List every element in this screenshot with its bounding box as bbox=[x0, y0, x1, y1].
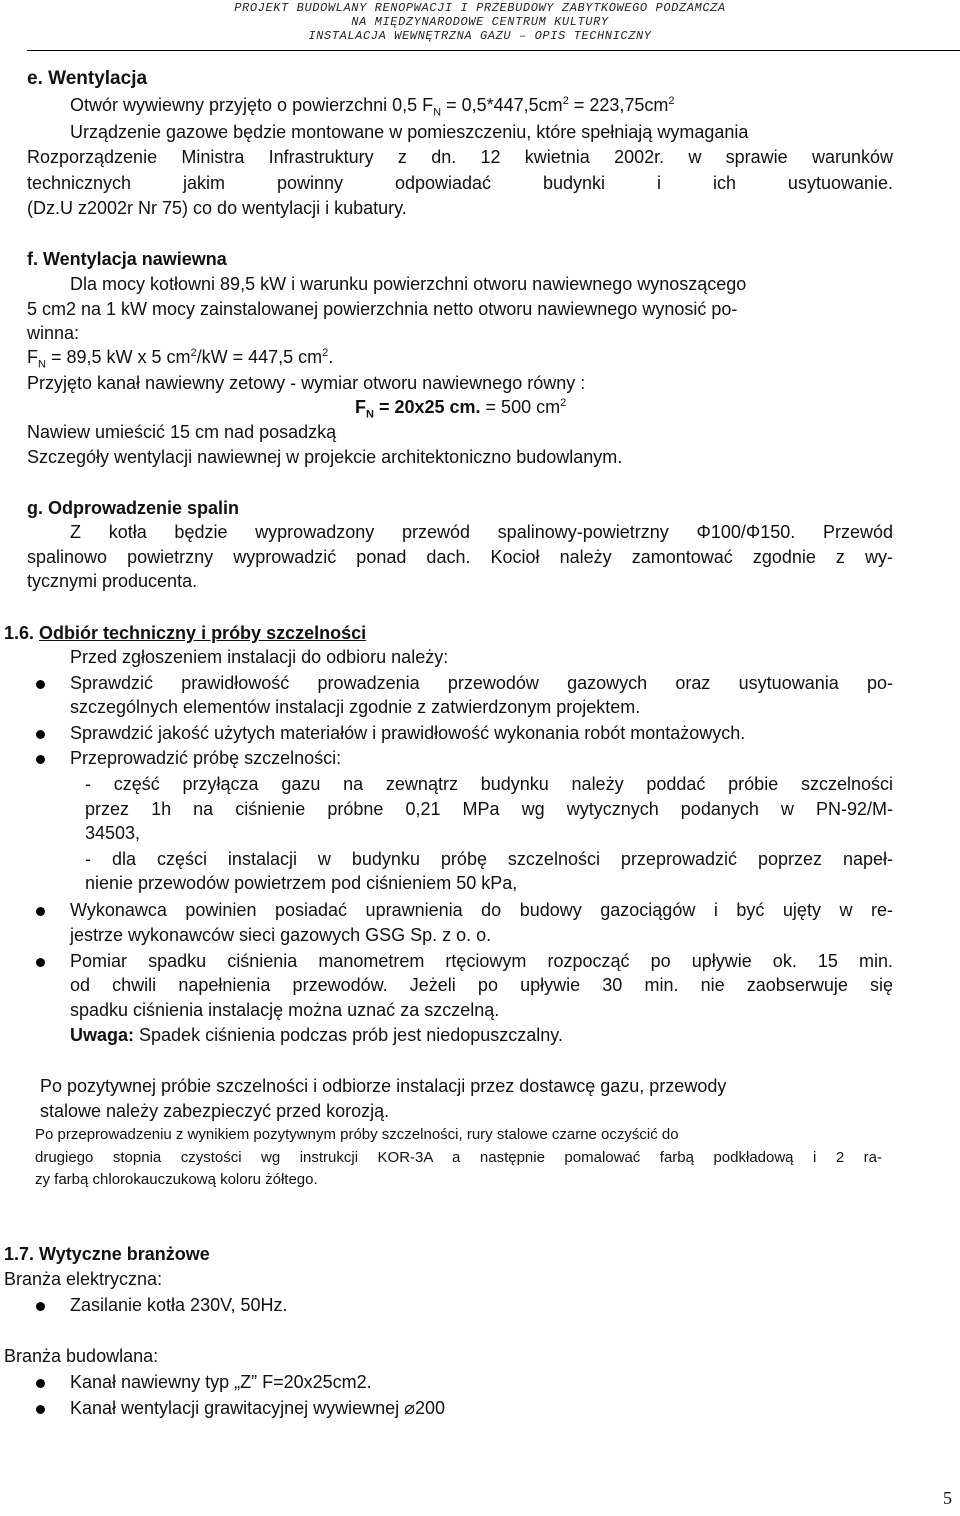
electrical-item-1: Zasilanie kotła 230V, 50Hz. bbox=[70, 1295, 288, 1315]
bullet-icon bbox=[36, 730, 45, 739]
section-f-line-3: winna: bbox=[27, 323, 80, 343]
section-16-heading: 1.6. Odbiór techniczny i próby szczelności bbox=[4, 623, 367, 643]
header-line-3: INSTALACJA WEWNĘTRZNA GAZU – OPIS TECHNICZNY bbox=[308, 29, 652, 43]
painting-line-3: zy farbą chlorokauczukową koloru żółtego. bbox=[35, 1171, 318, 1188]
check-4-line-1: Wykonawca powinien posiadać uprawnienia do budowy gazociągów i być ujęty w re- bbox=[70, 900, 893, 920]
check-1-line-2: szczególnych elementów instalacji zgodnie z zatwierdzonym projektem. bbox=[70, 697, 641, 717]
section-f-line-7: Nawiew umieścić 15 cm nad posadzką bbox=[27, 422, 337, 442]
construction-item-1: Kanał nawiewny typ „Z” F=20x25cm2. bbox=[70, 1372, 372, 1392]
post-test-line-1: Po pozytywnej próbie szczelności i odbiorze instalacji przez dostawcę gazu, przewody bbox=[40, 1076, 727, 1096]
section-f-line-1: Dla mocy kotłowni 89,5 kW i warunku powierzchni otworu nawiewnego wynoszącego bbox=[70, 274, 747, 294]
test-2-line-1: - dla części instalacji w budynku próbę szczelności przeprowadzić poprzez napeł- bbox=[85, 849, 893, 869]
post-test-line-2: stalowe należy zabezpieczyć przed korozją. bbox=[40, 1101, 390, 1121]
section-e-line-4: technicznych jakim powinny odpowiadać budynki i ich usytuowanie. bbox=[27, 173, 893, 193]
painting-line-2: drugiego stopnia czystości wg instrukcji KOR-3A a następnie pomalować farbą podkładową i 2 ra- bbox=[35, 1149, 882, 1166]
section-f-heading: f. Wentylacja nawiewna bbox=[27, 249, 227, 269]
warning-note: Uwaga: Spadek ciśnienia podczas prób jest niedopuszczalny. bbox=[70, 1025, 563, 1045]
check-5-line-1: Pomiar spadku ciśnienia manometrem rtęciowym rozpocząć po upływie ok. 15 min. bbox=[70, 951, 893, 971]
section-g-line-2: spalinowo powietrzny wyprowadzić ponad dach. Kocioł należy zamontować zgodnie z wy- bbox=[27, 547, 893, 567]
bullet-icon bbox=[36, 958, 45, 967]
check-1-line-1: Sprawdzić prawidłowość prowadzenia przewodów gazowych oraz usytuowania po- bbox=[70, 673, 893, 693]
check-5-line-2: od chwili napełnienia przewodów. Jeżeli po upływie 30 min. nie zaobserwuje się bbox=[70, 975, 893, 995]
bullet-icon bbox=[36, 1405, 45, 1414]
painting-line-1: Po przeprowadzeniu z wynikiem pozytywnym próby szczelności, rury stalowe czarne oczyścić do bbox=[35, 1126, 679, 1143]
header-rule bbox=[27, 50, 960, 51]
bullet-icon bbox=[36, 680, 45, 689]
test-1-line-3: 34503, bbox=[85, 823, 141, 843]
section-g-line-3: tycznymi producenta. bbox=[27, 571, 198, 591]
bullet-icon bbox=[36, 907, 45, 916]
electrical-label: Branża elektryczna: bbox=[4, 1269, 163, 1289]
section-f-line-5: Przyjęto kanał nawiewny zetowy - wymiar otworu nawiewnego równy : bbox=[27, 373, 586, 393]
check-5-line-3: spadku ciśnienia instalację można uznać za szczelną. bbox=[70, 1000, 500, 1020]
check-3: Przeprowadzić próbę szczelności: bbox=[70, 748, 342, 768]
section-e-line-1: Otwór wywiewny przyjęto o powierzchni 0,5 $F_N = 0,5*447,5cm^2 = 223,75cm^2$ bbox=[70, 95, 675, 119]
section-f-line-2: 5 cm2 na 1 kW mocy zainstalowanej powierzchnia netto otworu nawiewnego wynosić po- bbox=[27, 299, 738, 319]
construction-item-2: Kanał wentylacji grawitacyjnej wywiewnej ⌀200 bbox=[70, 1398, 446, 1418]
section-17-heading: 1.7. Wytyczne branżowe bbox=[4, 1244, 210, 1264]
check-4-line-2: jestrze wykonawców sieci gazowych GSG Sp. z o. o. bbox=[70, 925, 492, 945]
section-e-line-3: Rozporządzenie Ministra Infrastruktury z dn. 12 kwietnia 2002r. w sprawie warunków bbox=[27, 147, 893, 167]
section-e-line-2: Urządzenie gazowe będzie montowane w pomieszczeniu, które spełniają wymagania bbox=[70, 122, 749, 142]
header-line-1: PROJEKT BUDOWLANY RENOPWACJI I PRZEBUDOWY ZABYTKOWEGO PODZAMCZA bbox=[234, 1, 726, 15]
section-f-line-8: Szczegóły wentylacji nawiewnej w projekcie architektoniczno budowlanym. bbox=[27, 447, 623, 467]
test-1-line-2: przez 1h na ciśnienie próbne 0,21 MPa wg wytycznych podanych w PN-92/M- bbox=[85, 799, 893, 819]
bullet-icon bbox=[36, 1379, 45, 1388]
page-number: 5 bbox=[943, 1488, 952, 1508]
test-2-line-2: nienie przewodów powietrzem pod ciśnieniem 50 kPa, bbox=[85, 873, 518, 893]
bullet-icon bbox=[36, 1302, 45, 1311]
construction-label: Branża budowlana: bbox=[4, 1346, 159, 1366]
header-line-2: NA MIĘDZYNARODOWE CENTRUM KULTURY bbox=[351, 15, 609, 29]
section-g-line-1: Z kotła będzie wyprowadzony przewód spalinowy-powietrzny Φ100/Φ150. Przewód bbox=[70, 522, 893, 542]
section-f-formula: $F_N = 89,5$ kW x 5 $cm^2/kW = 447,5$ $cm^2$. bbox=[27, 347, 334, 371]
check-2: Sprawdzić jakość użytych materiałów i prawidłowość wykonania robót montażowych. bbox=[70, 723, 746, 743]
section-e-heading: e. Wentylacja bbox=[27, 68, 148, 89]
section-f-dimension: $F_N = 20x25$ cm. = 500 $cm^2$ bbox=[355, 397, 567, 421]
bullet-icon bbox=[36, 755, 45, 764]
section-16-intro: Przed zgłoszeniem instalacji do odbioru należy: bbox=[70, 647, 449, 667]
section-g-heading: g. Odprowadzenie spalin bbox=[27, 498, 240, 518]
test-1-line-1: - część przyłącza gazu na zewnątrz budynku należy poddać próbie szczelności bbox=[85, 774, 893, 794]
section-e-line-5: (Dz.U z2002r Nr 75) co do wentylacji i kubatury. bbox=[27, 198, 407, 218]
